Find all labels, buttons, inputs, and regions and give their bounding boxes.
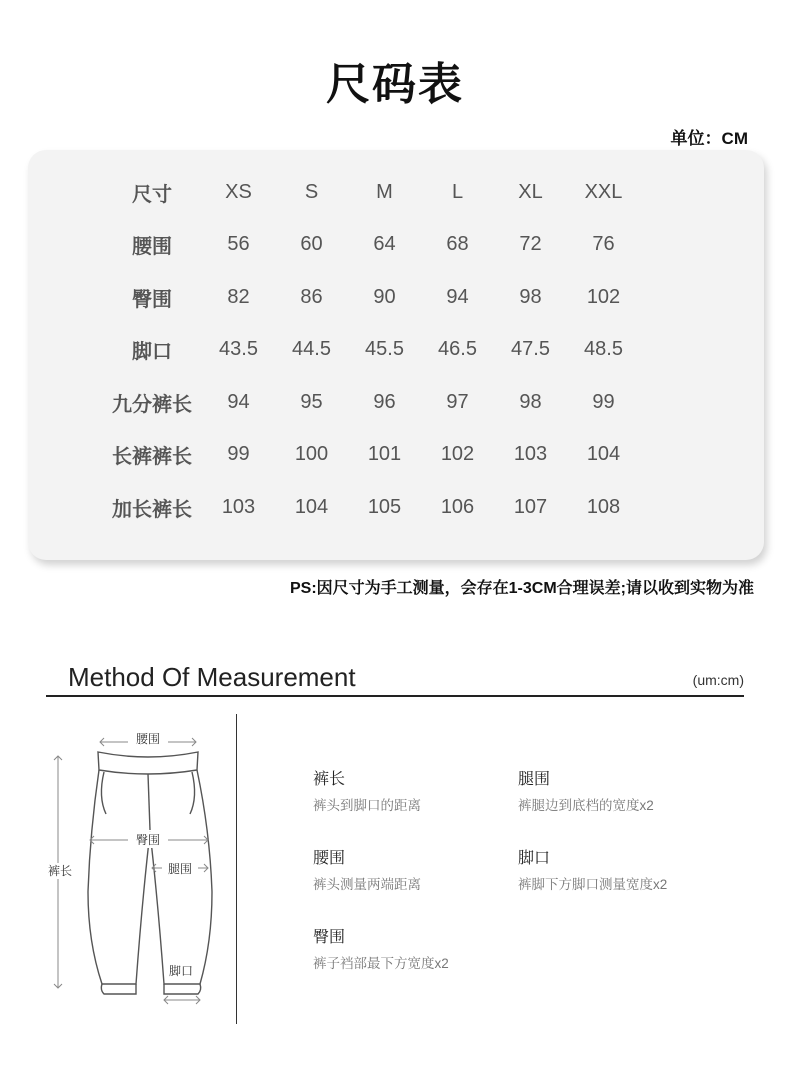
term-length [313,766,421,814]
cell: 94 [446,285,469,308]
section-divider [46,695,744,697]
vertical-divider [236,714,237,1024]
term-hip [313,924,449,972]
term-name: 腰围 [313,850,346,867]
cell: 44.5 [292,338,331,361]
size-s: S [304,180,319,203]
row-label: 臀围 [132,288,172,311]
cell: 102 [440,443,475,466]
cell: 106 [440,495,475,518]
cell: 107 [513,495,548,518]
cell: 76 [592,233,615,256]
row-label: 腰围 [132,236,172,259]
cell: 103 [221,495,256,518]
cell: 104 [586,443,621,466]
row-label: 九分裤长 [112,393,192,416]
size-table-card [28,150,764,560]
cell: 100 [294,443,329,466]
cell: 90 [373,285,396,308]
cell: 46.5 [438,338,477,361]
size-xxl: XXL [584,180,623,203]
cell: 48.5 [584,338,623,361]
cell: 98 [519,285,542,308]
cell: 60 [300,233,323,256]
term-desc: 裤子裆部最下方宽度x2 [313,956,449,971]
term-name: 臀围 [313,929,346,946]
term-hem [518,845,667,893]
cell: 95 [300,390,323,413]
term-waist [313,845,421,893]
cell: 102 [586,285,621,308]
term-thigh [518,766,654,814]
cell: 64 [373,233,396,256]
row-waist [102,219,640,272]
cell: 43.5 [219,338,258,361]
cell: 72 [519,233,542,256]
cell: 98 [519,390,542,413]
size-m: M [376,180,393,203]
cell: 86 [300,285,323,308]
diagram-label-hem: 脚口 [168,964,194,978]
cell: 104 [294,495,329,518]
size-table [102,166,640,534]
size-xl: XL [518,180,543,203]
cell: 45.5 [365,338,404,361]
cell: 68 [446,233,469,256]
row-hip [102,271,640,324]
cell: 99 [227,443,250,466]
cell: 97 [446,390,469,413]
cell: 105 [367,495,402,518]
diagram-label-thigh: 腿围 [167,862,193,876]
diagram-label-length: 裤长 [47,864,73,878]
page-title: 尺码表 [326,60,464,109]
cell: 101 [367,443,402,466]
row-label: 长裤裤长 [112,446,192,469]
cell: 47.5 [511,338,550,361]
method-title: Method Of Measurement [68,662,356,692]
pants-diagram [40,722,230,1022]
diagram-label-hip: 臀围 [135,833,161,847]
unit-label: 单位：CM [670,129,748,148]
cell: 82 [227,285,250,308]
row-cropped-length [102,376,640,429]
term-name: 裤长 [313,771,346,788]
cell: 108 [586,495,621,518]
ps-note: PS:因尺寸为手工测量，会存在1-3CM合理误差;请以收到实物为准 [289,580,754,597]
cell: 103 [513,443,548,466]
method-unit: (um:cm) [692,672,744,688]
row-long-length [102,429,640,482]
term-desc: 裤脚下方脚口测量宽度x2 [518,877,668,892]
term-desc: 裤头测量两端距离 [313,877,421,892]
diagram-label-waist: 腰围 [135,732,161,746]
row-label: 脚口 [132,341,172,364]
row-hem [102,324,640,377]
size-header-row [102,166,640,219]
row-label: 加长裤长 [112,498,192,521]
cell: 56 [227,233,250,256]
row-extra-long-length [102,481,640,534]
size-xs: XS [225,180,252,203]
size-l: L [451,180,464,203]
term-name: 脚口 [518,850,551,867]
cell: 96 [373,390,396,413]
term-desc: 裤腿边到底档的宽度x2 [518,798,654,813]
term-desc: 裤头到脚口的距离 [313,798,421,813]
term-name: 腿围 [518,771,551,788]
cell: 99 [592,390,615,413]
cell: 94 [227,390,250,413]
size-header-label: 尺寸 [132,183,172,206]
